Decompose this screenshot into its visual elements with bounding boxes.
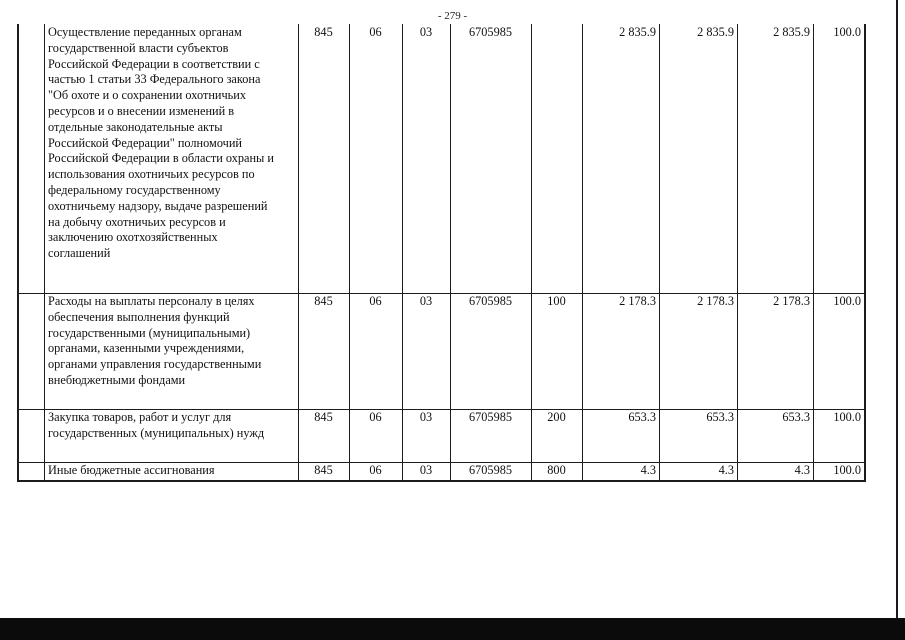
page-number: - 279 - xyxy=(437,10,468,22)
amount-plan: 4.3 xyxy=(640,463,656,477)
execution-percent: 100.0 xyxy=(833,410,861,424)
ministry-code: 845 xyxy=(314,410,333,424)
expense-type-code: 800 xyxy=(547,463,566,477)
execution-percent: 100.0 xyxy=(833,294,861,308)
target-article-code: 6705985 xyxy=(468,410,513,424)
expense-type-code: 200 xyxy=(547,410,566,424)
column-divider xyxy=(17,24,19,481)
subsection-code: 03 xyxy=(419,463,433,477)
amount-revised: 2 178.3 xyxy=(697,294,734,308)
ministry-code: 845 xyxy=(314,25,333,39)
subsection-code: 03 xyxy=(419,25,433,39)
row-description: Иные бюджетные ассигнования xyxy=(48,463,215,477)
section-code: 06 xyxy=(369,25,382,39)
row-description: Расходы на выплаты персоналу в целях обеспечения выполнения функций государственными (муниципальными) органами, казенными учреждениями, органами управления государственными внебюджетными фондами xyxy=(48,294,262,387)
amount-executed: 653.3 xyxy=(782,410,810,424)
expense-type-code: 100 xyxy=(547,294,566,308)
row-description: Закупка товаров, работ и услуг для государственных (муниципальных) нужд xyxy=(48,410,265,440)
scan-bottom-edge xyxy=(0,618,905,640)
target-article-code: 6705985 xyxy=(468,463,513,477)
ministry-code: 845 xyxy=(314,463,333,477)
row-divider xyxy=(17,480,866,482)
section-code: 06 xyxy=(369,463,382,477)
amount-revised: 653.3 xyxy=(706,410,734,424)
execution-percent: 100.0 xyxy=(833,25,861,39)
scan-right-edge xyxy=(896,0,898,618)
amount-revised: 2 835.9 xyxy=(697,25,734,39)
subsection-code: 03 xyxy=(419,294,433,308)
target-article-code: 6705985 xyxy=(468,294,513,308)
section-code: 06 xyxy=(369,294,382,308)
target-article-code: 6705985 xyxy=(468,25,513,39)
amount-revised: 4.3 xyxy=(718,463,734,477)
execution-percent: 100.0 xyxy=(833,463,861,477)
budget-table xyxy=(17,24,866,481)
subsection-code: 03 xyxy=(419,410,433,424)
amount-plan: 2 835.9 xyxy=(619,25,656,39)
amount-executed: 2 835.9 xyxy=(773,25,810,39)
amount-plan: 2 178.3 xyxy=(619,294,656,308)
section-code: 06 xyxy=(369,410,382,424)
amount-executed: 2 178.3 xyxy=(773,294,810,308)
column-divider xyxy=(44,24,45,481)
amount-plan: 653.3 xyxy=(628,410,656,424)
ministry-code: 845 xyxy=(314,294,333,308)
row-description: Осуществление переданных органам государственной власти субъектов Российской Федерации в соответствии с частью 1 статьи 33 Федерального закона "Об охоте и о сохранении охотничьих ресурсов и о внесении изменений в отдельные законодательные акты Российской Федерации" полномочий Российской Федерации в области охраны и использования охотничьих ресурсов по федеральному государственному охотничьему надзору, выдаче разрешений на добычу охотничьих ресурсов и заключению охотхозяйственных соглашений xyxy=(48,25,274,261)
amount-executed: 4.3 xyxy=(794,463,810,477)
column-divider xyxy=(864,24,866,481)
